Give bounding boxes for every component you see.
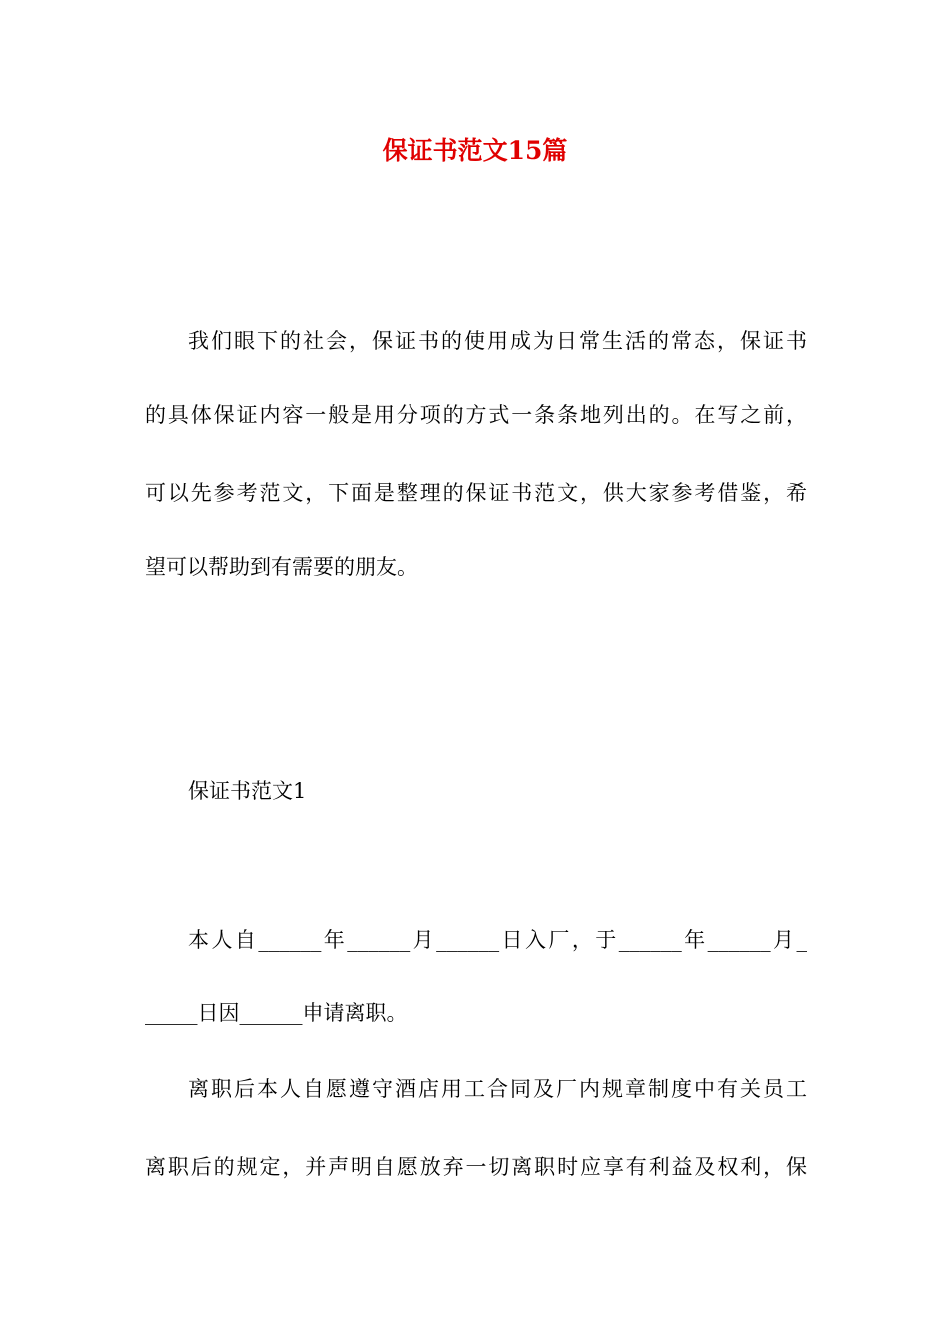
section-heading: 保证书范文1 [188, 779, 307, 803]
intro-line: 的具体保证内容一般是用分项的方式一条条地列出的。在写之前， [145, 403, 807, 427]
document-title: 保证书范文15篇 [382, 136, 568, 165]
body-line: 离职后本人自愿遵守酒店用工合同及厂内规章制度中有关员工 [188, 1077, 807, 1101]
intro-line: 可以先参考范文，下面是整理的保证书范文，供大家参考借鉴，希 [145, 481, 807, 505]
intro-line: 我们眼下的社会，保证书的使用成为日常生活的常态，保证书 [188, 329, 807, 353]
body-line: 离职后的规定，并声明自愿放弃一切离职时应享有利益及权利，保 [145, 1155, 807, 1179]
intro-line: 望可以帮助到有需要的朋友。 [145, 555, 418, 579]
body-line: _____日因______申请离职。 [145, 1001, 408, 1025]
body-line: 本人自______年______月______日入厂，于______年______月_ [188, 928, 807, 952]
